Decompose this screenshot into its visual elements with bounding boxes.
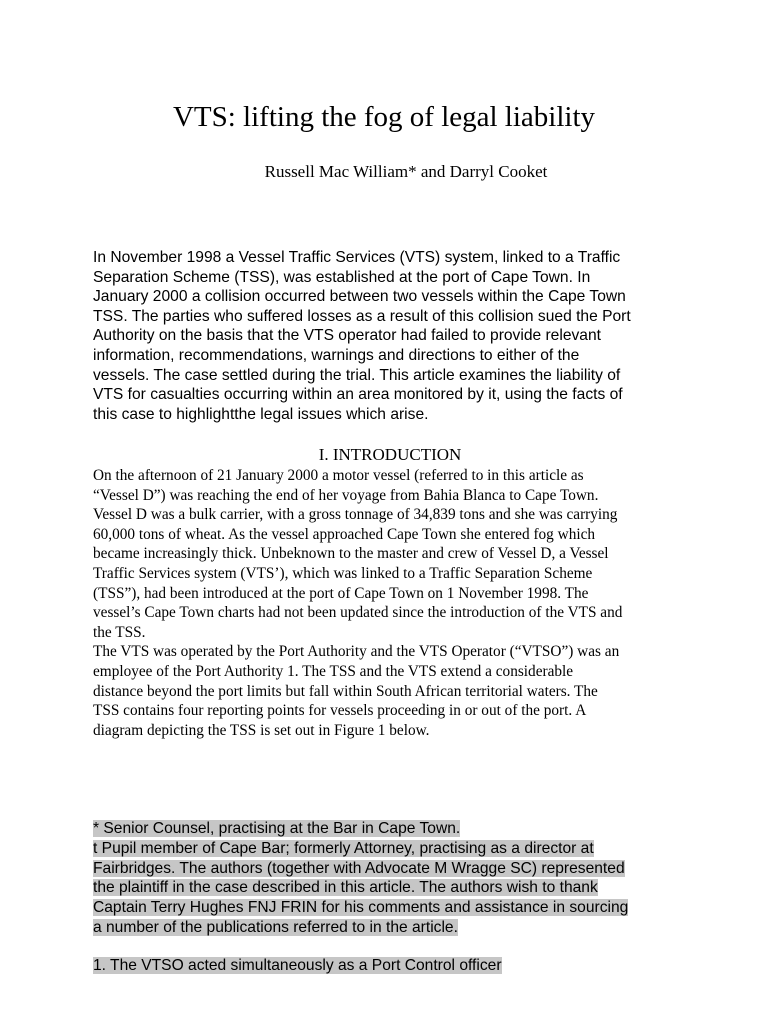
- body-line: diagram depicting the TSS is set out in Figure 1 below.: [93, 721, 430, 739]
- abstract-line: VTS for casualties occurring within an area monitored by it, using the facts of: [93, 386, 623, 404]
- body-line: the TSS.: [93, 623, 146, 641]
- abstract: [93, 248, 631, 424]
- section-heading: I. INTRODUCTION: [318, 445, 462, 464]
- body-line: The VTS was operated by the Port Authority and the VTS Operator (“VTSO”) was an: [93, 643, 620, 661]
- footnote-highlight: the plaintiff in the case described in this article. The authors wish to thank: [93, 879, 598, 897]
- body-line: became increasingly thick. Unbeknown to the master and crew of Vessel D, a Vessel: [93, 545, 609, 563]
- footnote-line: [93, 918, 628, 938]
- footnote-spacer: [93, 938, 628, 956]
- body-text: [93, 466, 622, 740]
- abstract-line: TSS. The parties who suffered losses as a result of this collision sued the Port: [93, 307, 631, 325]
- body-line: Vessel D was a bulk carrier, with a gross tonnage of 34,839 tons and she was carrying: [93, 506, 618, 524]
- body-line: 60,000 tons of wheat. As the vessel approached Cape Town she entered fog which: [93, 525, 596, 543]
- footnote-line: [93, 878, 628, 898]
- footnote-line: [93, 819, 628, 839]
- footnotes: [93, 819, 628, 976]
- footnote-highlight: Captain Terry Hughes FNJ FRIN for his comments and assistance in sourcing: [93, 899, 629, 917]
- footnote-highlight: t Pupil member of Cape Bar; formerly Attorney, practising as a director at: [93, 839, 594, 857]
- body-line: employee of the Port Authority 1. The TSS and the VTS extend a considerable: [93, 662, 574, 680]
- footnote-line: [93, 839, 628, 859]
- body-line: TSS contains four reporting points for vessels proceeding in or out of the port. A: [93, 702, 587, 720]
- body-line: distance beyond the port limits but fall within South African territorial waters. The: [93, 682, 598, 700]
- abstract-line: January 2000 a collision occurred between two vessels within the Cape Town: [93, 288, 626, 306]
- footnote-1-highlight: 1. The VTSO acted simultaneously as a Port Control officer: [93, 956, 502, 974]
- footnote-highlight: * Senior Counsel, practising at the Bar in Cape Town.: [93, 820, 461, 837]
- article-authors: Russell Mac William* and Darryl Cooket: [264, 162, 548, 181]
- body-line: “Vessel D”) was reaching the end of her voyage from Bahia Blanca to Cape Town.: [93, 486, 599, 504]
- abstract-line: Authority on the basis that the VTS operator had failed to provide relevant: [93, 327, 601, 345]
- abstract-line: this case to highlightthe legal issues which arise.: [93, 405, 429, 423]
- abstract-line: In November 1998 a Vessel Traffic Services (VTS) system, linked to a Traffic: [93, 249, 621, 266]
- footnote-highlight: a number of the publications referred to in the article.: [93, 918, 458, 936]
- abstract-line: vessels. The case settled during the trial. This article examines the liability of: [93, 366, 621, 384]
- footnote-highlight: Fairbridges. The authors (together with Advocate M Wragge SC) represented: [93, 859, 625, 877]
- abstract-line: Separation Scheme (TSS), was established at the port of Cape Town. In: [93, 268, 591, 286]
- footnote-line: [93, 898, 628, 918]
- body-line: (TSS”), had been introduced at the port of Cape Town on 1 November 1998. The: [93, 584, 589, 602]
- abstract-line: information, recommendations, warnings and directions to either of the: [93, 346, 580, 364]
- body-line: vessel’s Cape Town charts had not been updated since the introduction of the VTS and: [93, 604, 623, 622]
- body-line: On the afternoon of 21 January 2000 a motor vessel (referred to in this article as: [93, 467, 584, 484]
- article-title: VTS: lifting the fog of legal liability: [172, 101, 596, 133]
- footnote-line: [93, 859, 628, 879]
- footnote-1-line: [93, 956, 628, 976]
- body-line: Traffic Services system (VTS’), which was linked to a Traffic Separation Scheme: [93, 564, 593, 582]
